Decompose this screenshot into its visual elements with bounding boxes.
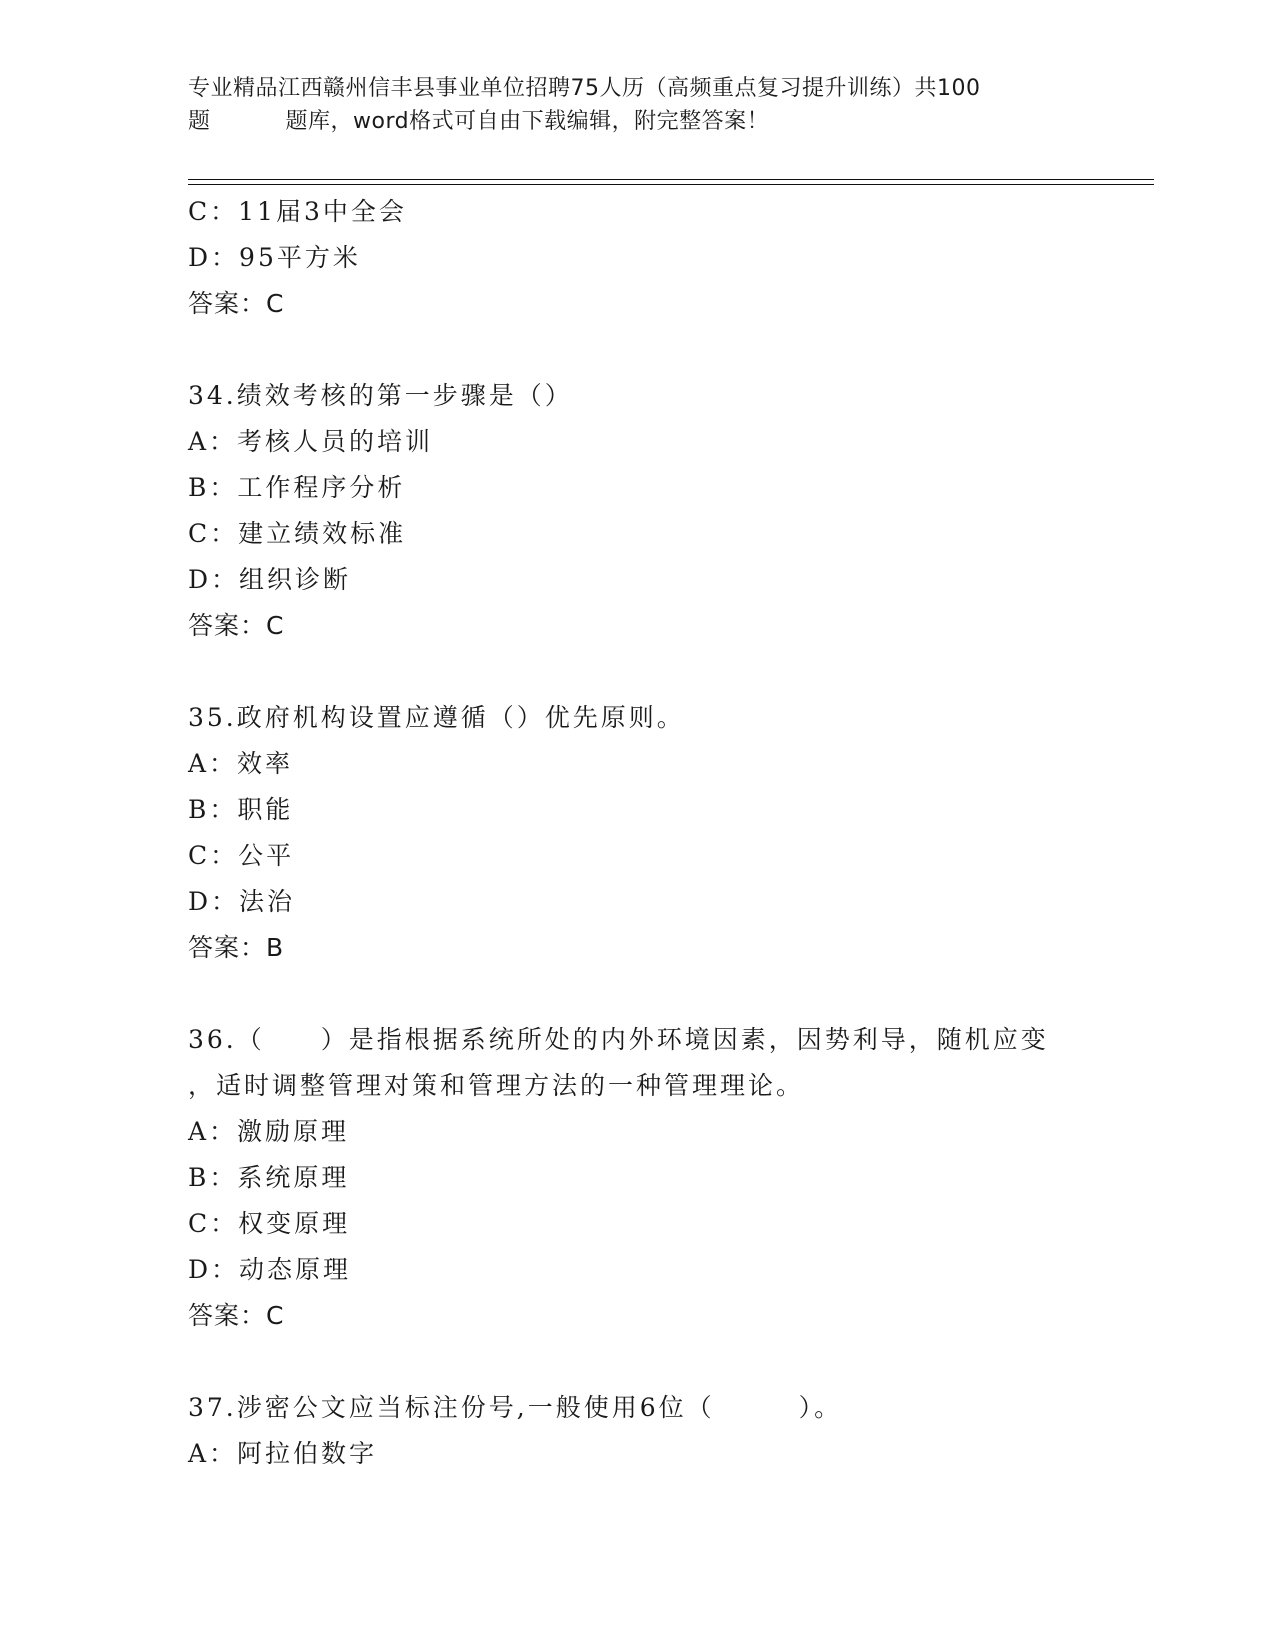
header-divider-top (188, 179, 1154, 180)
option-a: A：考核人员的培训 (188, 427, 434, 456)
question-block-36 (188, 1017, 1088, 1339)
question-block-33 (188, 189, 1088, 327)
option-d: D：组织诊断 (188, 565, 352, 594)
option-b: B：系统原理 (188, 1163, 350, 1192)
answer-line: 答案：C (188, 1301, 285, 1330)
option-c: C：建立绩效标准 (188, 519, 407, 548)
question-stem: 36.（ ）是指根据系统所处的内外环境因素，因势利导，随机应变 (188, 1025, 1049, 1054)
answer-line: 答案：C (188, 289, 285, 318)
question-block-35 (188, 695, 1088, 971)
option-d: D：95平方米 (188, 243, 361, 272)
option-c: C：11届3中全会 (188, 197, 407, 226)
option-a: A：阿拉伯数字 (188, 1439, 378, 1468)
answer-line: 答案：B (188, 933, 285, 962)
question-list (188, 189, 1088, 1477)
header-title-fragment: 题 (188, 109, 211, 134)
document-header (188, 72, 1078, 138)
header-title-line-1: 专业精品江西赣州信丰县事业单位招聘75人历（高频重点复习提升训练）共100 (188, 76, 981, 101)
question-stem: 37.涉密公文应当标注份号,一般使用6位（ ）。 (188, 1393, 843, 1422)
question-block-34 (188, 373, 1088, 649)
option-c: C：公平 (188, 841, 295, 870)
header-divider-bottom (188, 184, 1154, 185)
option-d: D：动态原理 (188, 1255, 352, 1284)
header-subtitle: 题库，word格式可自由下载编辑，附完整答案！ (285, 109, 770, 134)
question-block-37 (188, 1385, 1088, 1477)
option-d: D：法治 (188, 887, 296, 916)
option-b: B：职能 (188, 795, 294, 824)
question-stem: 35.政府机构设置应遵循（）优先原则。 (188, 703, 685, 732)
answer-line: 答案：C (188, 611, 285, 640)
question-stem: 34.绩效考核的第一步骤是（） (188, 381, 573, 410)
option-a: A：效率 (188, 749, 294, 778)
header-title-line-2 (188, 105, 1078, 138)
option-a: A：激励原理 (188, 1117, 350, 1146)
question-stem-continued: ，适时调整管理对策和管理方法的一种管理理论。 (188, 1071, 805, 1100)
option-c: C：权变原理 (188, 1209, 351, 1238)
option-b: B：工作程序分析 (188, 473, 406, 502)
